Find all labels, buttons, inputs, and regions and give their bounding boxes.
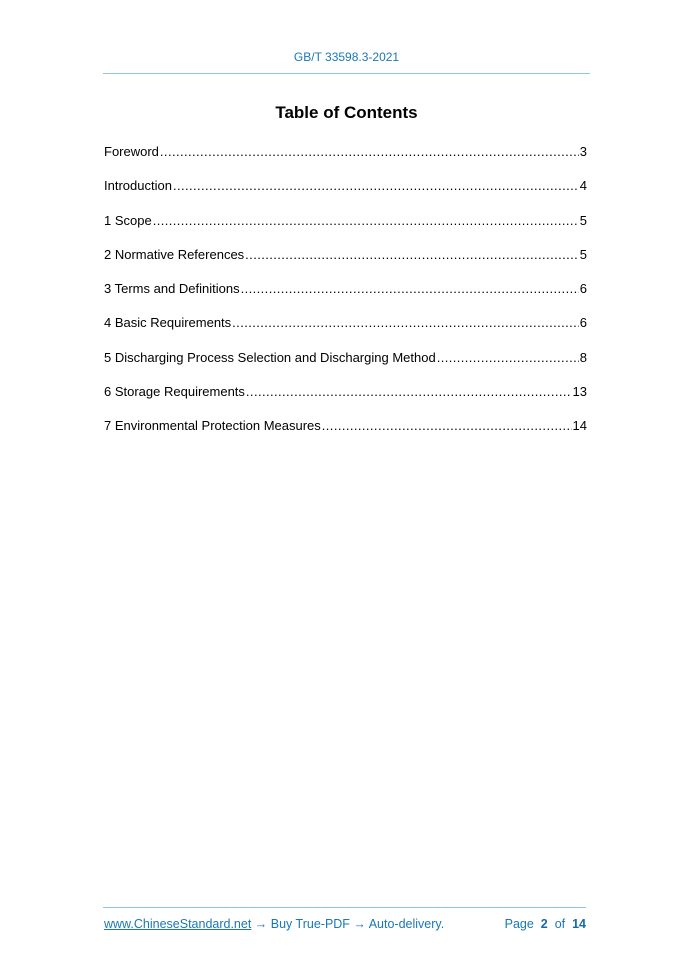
toc-entry-label: Introduction <box>104 178 172 194</box>
footer-promo <box>104 917 444 931</box>
toc-dot-leader <box>246 384 572 400</box>
document-id-header: GB/T 33598.3-2021 <box>293 50 400 64</box>
toc-entry-page: 3 <box>579 144 587 159</box>
toc-entry-basic-requirements[interactable] <box>104 315 587 349</box>
toc-entry-page: 4 <box>579 178 587 194</box>
toc-dot-leader <box>437 350 579 366</box>
toc-entry-storage-requirements[interactable] <box>104 384 587 418</box>
toc-entry-foreword[interactable] <box>104 144 587 178</box>
toc-entry-normative-references[interactable] <box>104 247 587 281</box>
toc-entry-environmental-protection[interactable] <box>104 418 587 452</box>
toc-entry-page: 5 <box>579 246 587 262</box>
toc-list <box>104 144 587 453</box>
toc-dot-leader <box>160 144 579 160</box>
page-indicator <box>505 917 586 931</box>
toc-dot-leader <box>153 213 579 229</box>
toc-entry-page: 6 <box>579 281 587 297</box>
toc-entry-page: 6 <box>579 315 587 331</box>
toc-entry-label: 6 Storage Requirements <box>104 384 245 400</box>
toc-entry-page: 5 <box>579 212 587 228</box>
of-word: of <box>554 917 566 931</box>
toc-entry-label: 1 Scope <box>104 212 152 228</box>
page-footer <box>104 917 586 931</box>
promo-text: → Buy True-PDF → Auto-delivery. <box>251 917 445 931</box>
toc-dot-leader <box>241 281 579 297</box>
toc-entry-label: 4 Basic Requirements <box>104 315 232 331</box>
toc-entry-label: 3 Terms and Definitions <box>104 281 240 297</box>
toc-entry-scope[interactable] <box>104 213 587 247</box>
toc-entry-page: 13 <box>572 384 587 400</box>
toc-dot-leader <box>322 418 572 434</box>
toc-entry-label: 2 Normative References <box>104 246 245 262</box>
toc-title: Table of Contents <box>275 103 418 122</box>
toc-dot-leader <box>232 315 579 331</box>
toc-dot-leader <box>245 247 579 263</box>
total-pages-number: 14 <box>572 917 586 931</box>
toc-entry-introduction[interactable] <box>104 178 587 212</box>
current-page-number: 2 <box>540 917 548 931</box>
toc-entry-terms-definitions[interactable] <box>104 281 587 315</box>
toc-entry-page: 14 <box>572 418 587 434</box>
footer-divider <box>103 907 586 908</box>
toc-entry-label: 7 Environmental Protection Measures <box>104 418 321 434</box>
toc-entry-label: Foreword <box>104 144 159 159</box>
header-divider <box>103 73 590 74</box>
page-word: Page <box>504 917 534 931</box>
toc-entry-page: 8 <box>579 349 587 365</box>
website-link[interactable]: www.ChineseStandard.net <box>104 917 252 931</box>
toc-entry-label: 5 Discharging Process Selection and Discharging Method <box>104 349 436 365</box>
toc-dot-leader <box>173 178 579 194</box>
toc-entry-discharging-process[interactable] <box>104 350 587 384</box>
